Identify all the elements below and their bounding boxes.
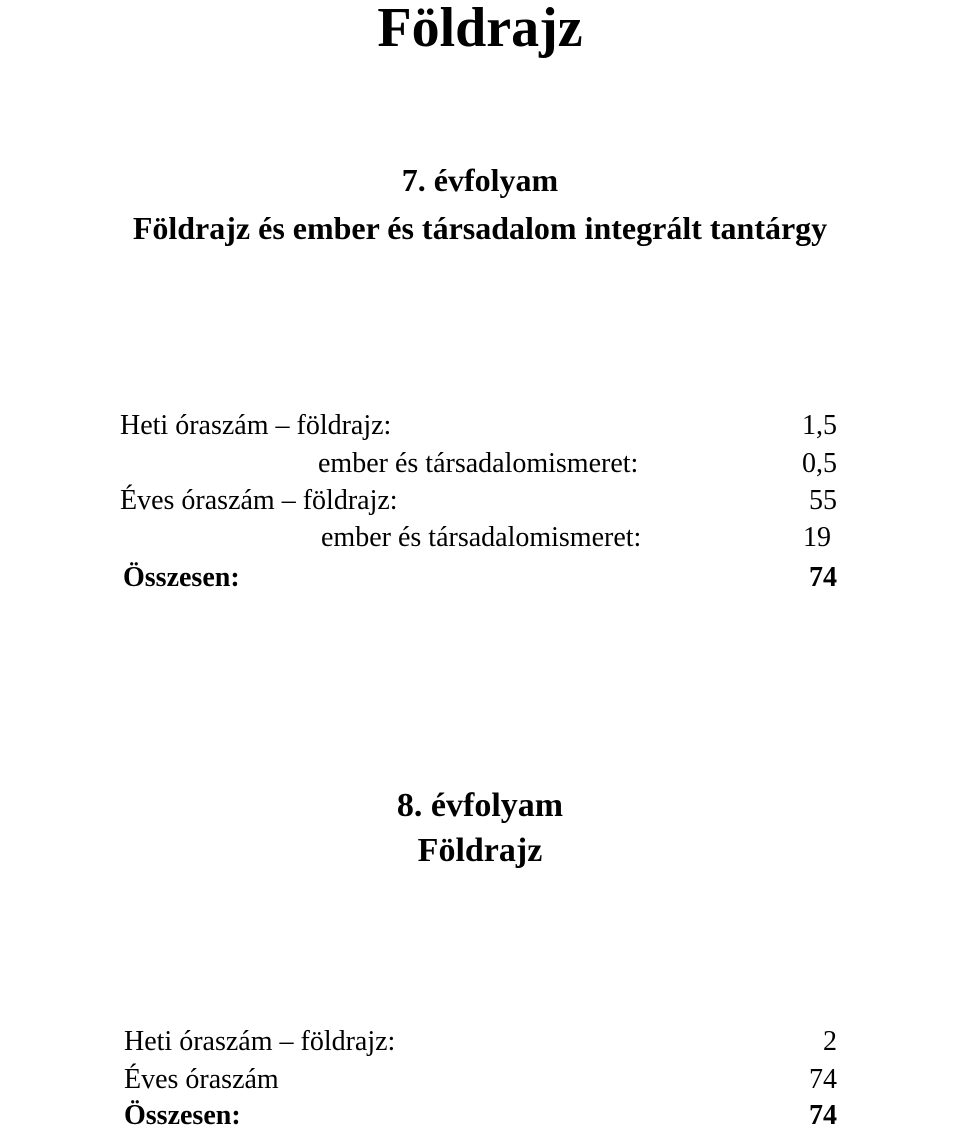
row-label: Heti óraszám – földrajz:	[124, 1026, 396, 1057]
row-value: 1,5	[802, 410, 837, 441]
row-label: Összesen:	[124, 1100, 241, 1131]
row-value: 55	[809, 485, 837, 516]
row-label: ember és társadalomismeret:	[318, 448, 639, 479]
row-label: Éves óraszám	[124, 1064, 279, 1095]
grade-7-subtitle: Földrajz és ember és társadalom integrált tantárgy	[132, 210, 828, 246]
row-label: Heti óraszám – földrajz:	[120, 410, 392, 441]
row-value: 74	[809, 562, 837, 593]
row-value: 0,5	[802, 448, 837, 479]
grade-7-heading: 7. évfolyam	[401, 162, 559, 198]
grade-8-heading: 8. évfolyam	[396, 787, 564, 824]
grade-8-subtitle: Földrajz	[417, 832, 543, 869]
row-label: ember és társadalomismeret:	[321, 522, 642, 553]
row-value: 2	[823, 1026, 837, 1057]
row-label: Éves óraszám – földrajz:	[120, 485, 398, 516]
row-value: 74	[809, 1064, 837, 1095]
page-title: Földrajz	[377, 0, 583, 59]
row-label: Összesen:	[123, 562, 240, 593]
row-value: 19	[803, 522, 831, 553]
row-value: 74	[809, 1100, 837, 1131]
